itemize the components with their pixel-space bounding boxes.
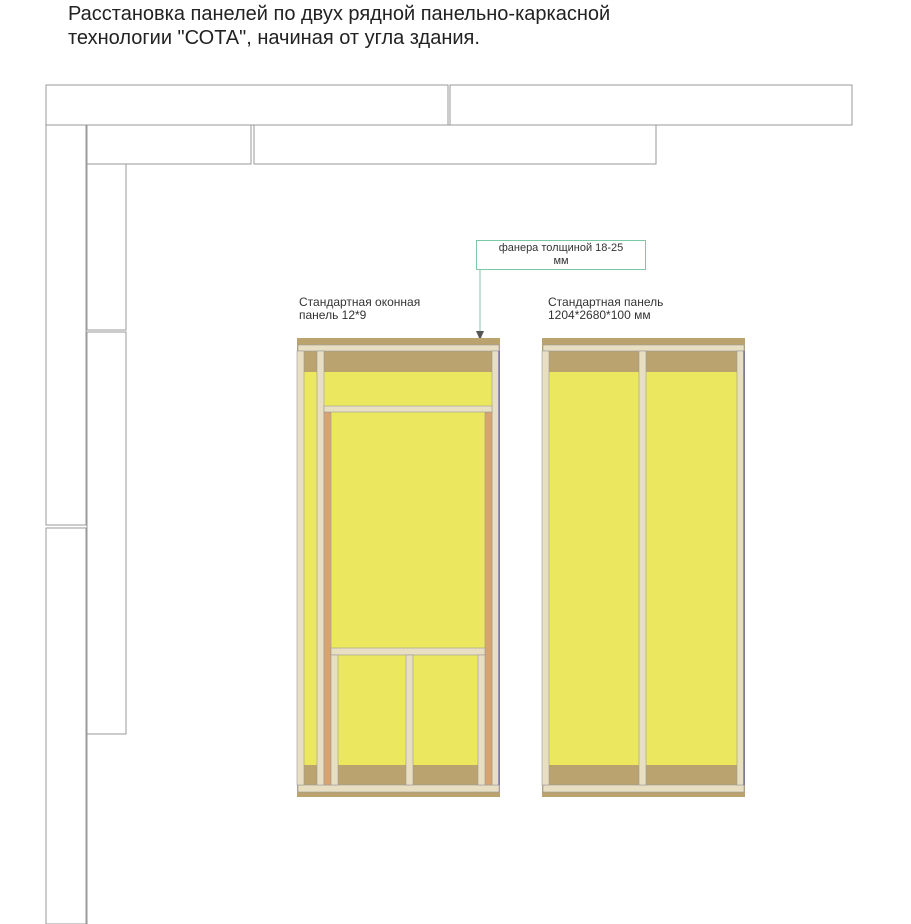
standard-panel-label-line-1: Стандартная панель [548,295,664,309]
plan-top-row-panel-1 [46,85,448,125]
window-panel-right-stud [492,351,499,785]
plan-inner-column-panel-1 [87,164,126,330]
window-panel-cripple-2 [406,655,413,785]
plan-top-row-panel-2 [450,85,852,125]
plan-left-column-panel-2 [46,528,86,924]
window-panel-left-stud [297,351,304,785]
standard-panel-bottom-plate [543,785,744,792]
standard-panel-top-plate [543,345,744,351]
standard-panel-label [548,296,663,322]
callout-line-1: фанера толщиной 18-25 [498,242,624,254]
window-panel-label-line-1: Стандартная оконная [299,295,421,309]
standard-panel-label-line-2: 1204*2680*100 мм [548,308,651,322]
plan-second-row-panel-1 [87,125,251,164]
title-line-2: технологии "СОТА", начиная от угла здания. [68,27,480,49]
window-panel-label-line-2: панель 12*9 [299,308,367,322]
standard-panel-drawing [542,338,745,797]
window-panel-king-stud-left [324,412,331,785]
window-panel-header [324,406,492,412]
window-panel-bottom-plate [298,785,499,792]
window-panel-sill [331,648,485,655]
plan-second-row-panel-2 [254,125,656,164]
title-line-1: Расстановка панелей по двух рядной панельно-каркасной [68,3,611,25]
callout-leader [476,270,484,340]
window-panel-drawing [297,338,500,797]
standard-panel-right-stud [737,351,744,785]
callout-line-2: мм [553,255,569,267]
plan-left-column-panel-1 [46,125,86,525]
window-panel-label [299,296,420,322]
window-panel-inner-left-stud [317,351,324,785]
standard-panel-left-stud [542,351,549,785]
plan-inner-column-panel-2 [87,332,126,734]
plywood-callout [476,240,646,270]
window-panel-top-plate [298,345,499,351]
window-panel-cripple-3 [478,655,485,785]
window-panel-king-stud-right [485,412,492,785]
standard-panel-middle-stud [639,351,646,785]
window-panel-cripple-1 [331,655,338,785]
